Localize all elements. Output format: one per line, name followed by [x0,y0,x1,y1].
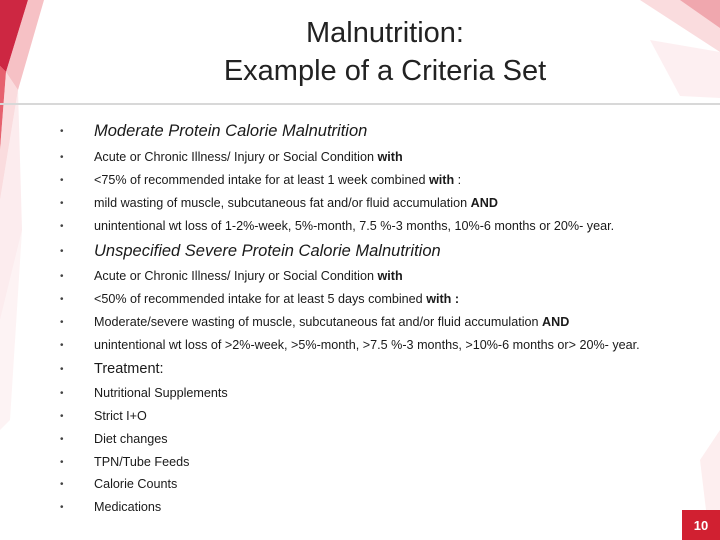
bullet-icon: • [60,363,64,375]
item-text: Calorie Counts [94,477,178,491]
bullet-icon: • [60,220,64,232]
bullet-icon: • [60,387,64,399]
item-text: <50% of recommended intake for at least 5 days combined [94,292,427,306]
section-heading-text: Treatment: [94,361,164,377]
item-tail: : [454,173,462,187]
bullet-icon: • [60,456,64,468]
bullet-icon: • [60,478,64,490]
bullet-icon: • [60,125,64,137]
bullet-icon: • [60,433,64,445]
item-text: TPN/Tube Feeds [94,455,190,469]
item-emphasis: AND [470,196,498,210]
page-number-badge: 10 [682,510,720,540]
item-text: Medications [94,500,162,514]
bullet-icon: • [60,410,64,422]
bullet-icon: • [60,339,64,351]
item-text: Acute or Chronic Illness/ Injury or Social Condition [94,150,378,164]
item-text: Nutritional Supplements [94,386,228,400]
item-text: Strict I+O [94,409,147,423]
item-text: Moderate/severe wasting of muscle, subcutaneous fat and/or fluid accumulation [94,315,543,329]
bullet-icon: • [60,293,64,305]
section-heading-text: Moderate Protein Calorie Malnutrition [94,121,368,140]
item-text: unintentional wt loss of >2%-week, >5%-month, >7.5 %-3 months, >10%-6 months or> 20%- year. [94,338,640,352]
item-text: mild wasting of muscle, subcutaneous fat and/or fluid accumulation [94,196,471,210]
slide-title-line-1: Malnutrition: [306,17,464,49]
bullet-icon: • [60,151,64,163]
bullet-icon: • [60,270,64,282]
bullet-icon: • [60,245,64,257]
item-text: unintentional wt loss of 1-2%-week, 5%-month, 7.5 %-3 months, 10%-6 months or 20%- year. [94,219,615,233]
item-emphasis: with [377,150,403,164]
bullet-icon: • [60,501,64,513]
item-text: <75% of recommended intake for at least 1 week combined [94,173,429,187]
bullet-icon: • [60,197,64,209]
bullet-icon: • [60,316,64,328]
item-emphasis: with [428,173,455,187]
item-text: Acute or Chronic Illness/ Injury or Social Condition [94,269,378,283]
item-emphasis: with : [426,292,460,306]
slide-title-line-2: Example of a Criteria Set [223,55,547,87]
item-text: Diet changes [94,432,168,446]
section-heading-text: Unspecified Severe Protein Calorie Malnutrition [94,241,441,260]
bullet-icon: • [60,174,64,186]
item-emphasis: with [377,269,403,283]
item-emphasis: AND [542,315,570,329]
